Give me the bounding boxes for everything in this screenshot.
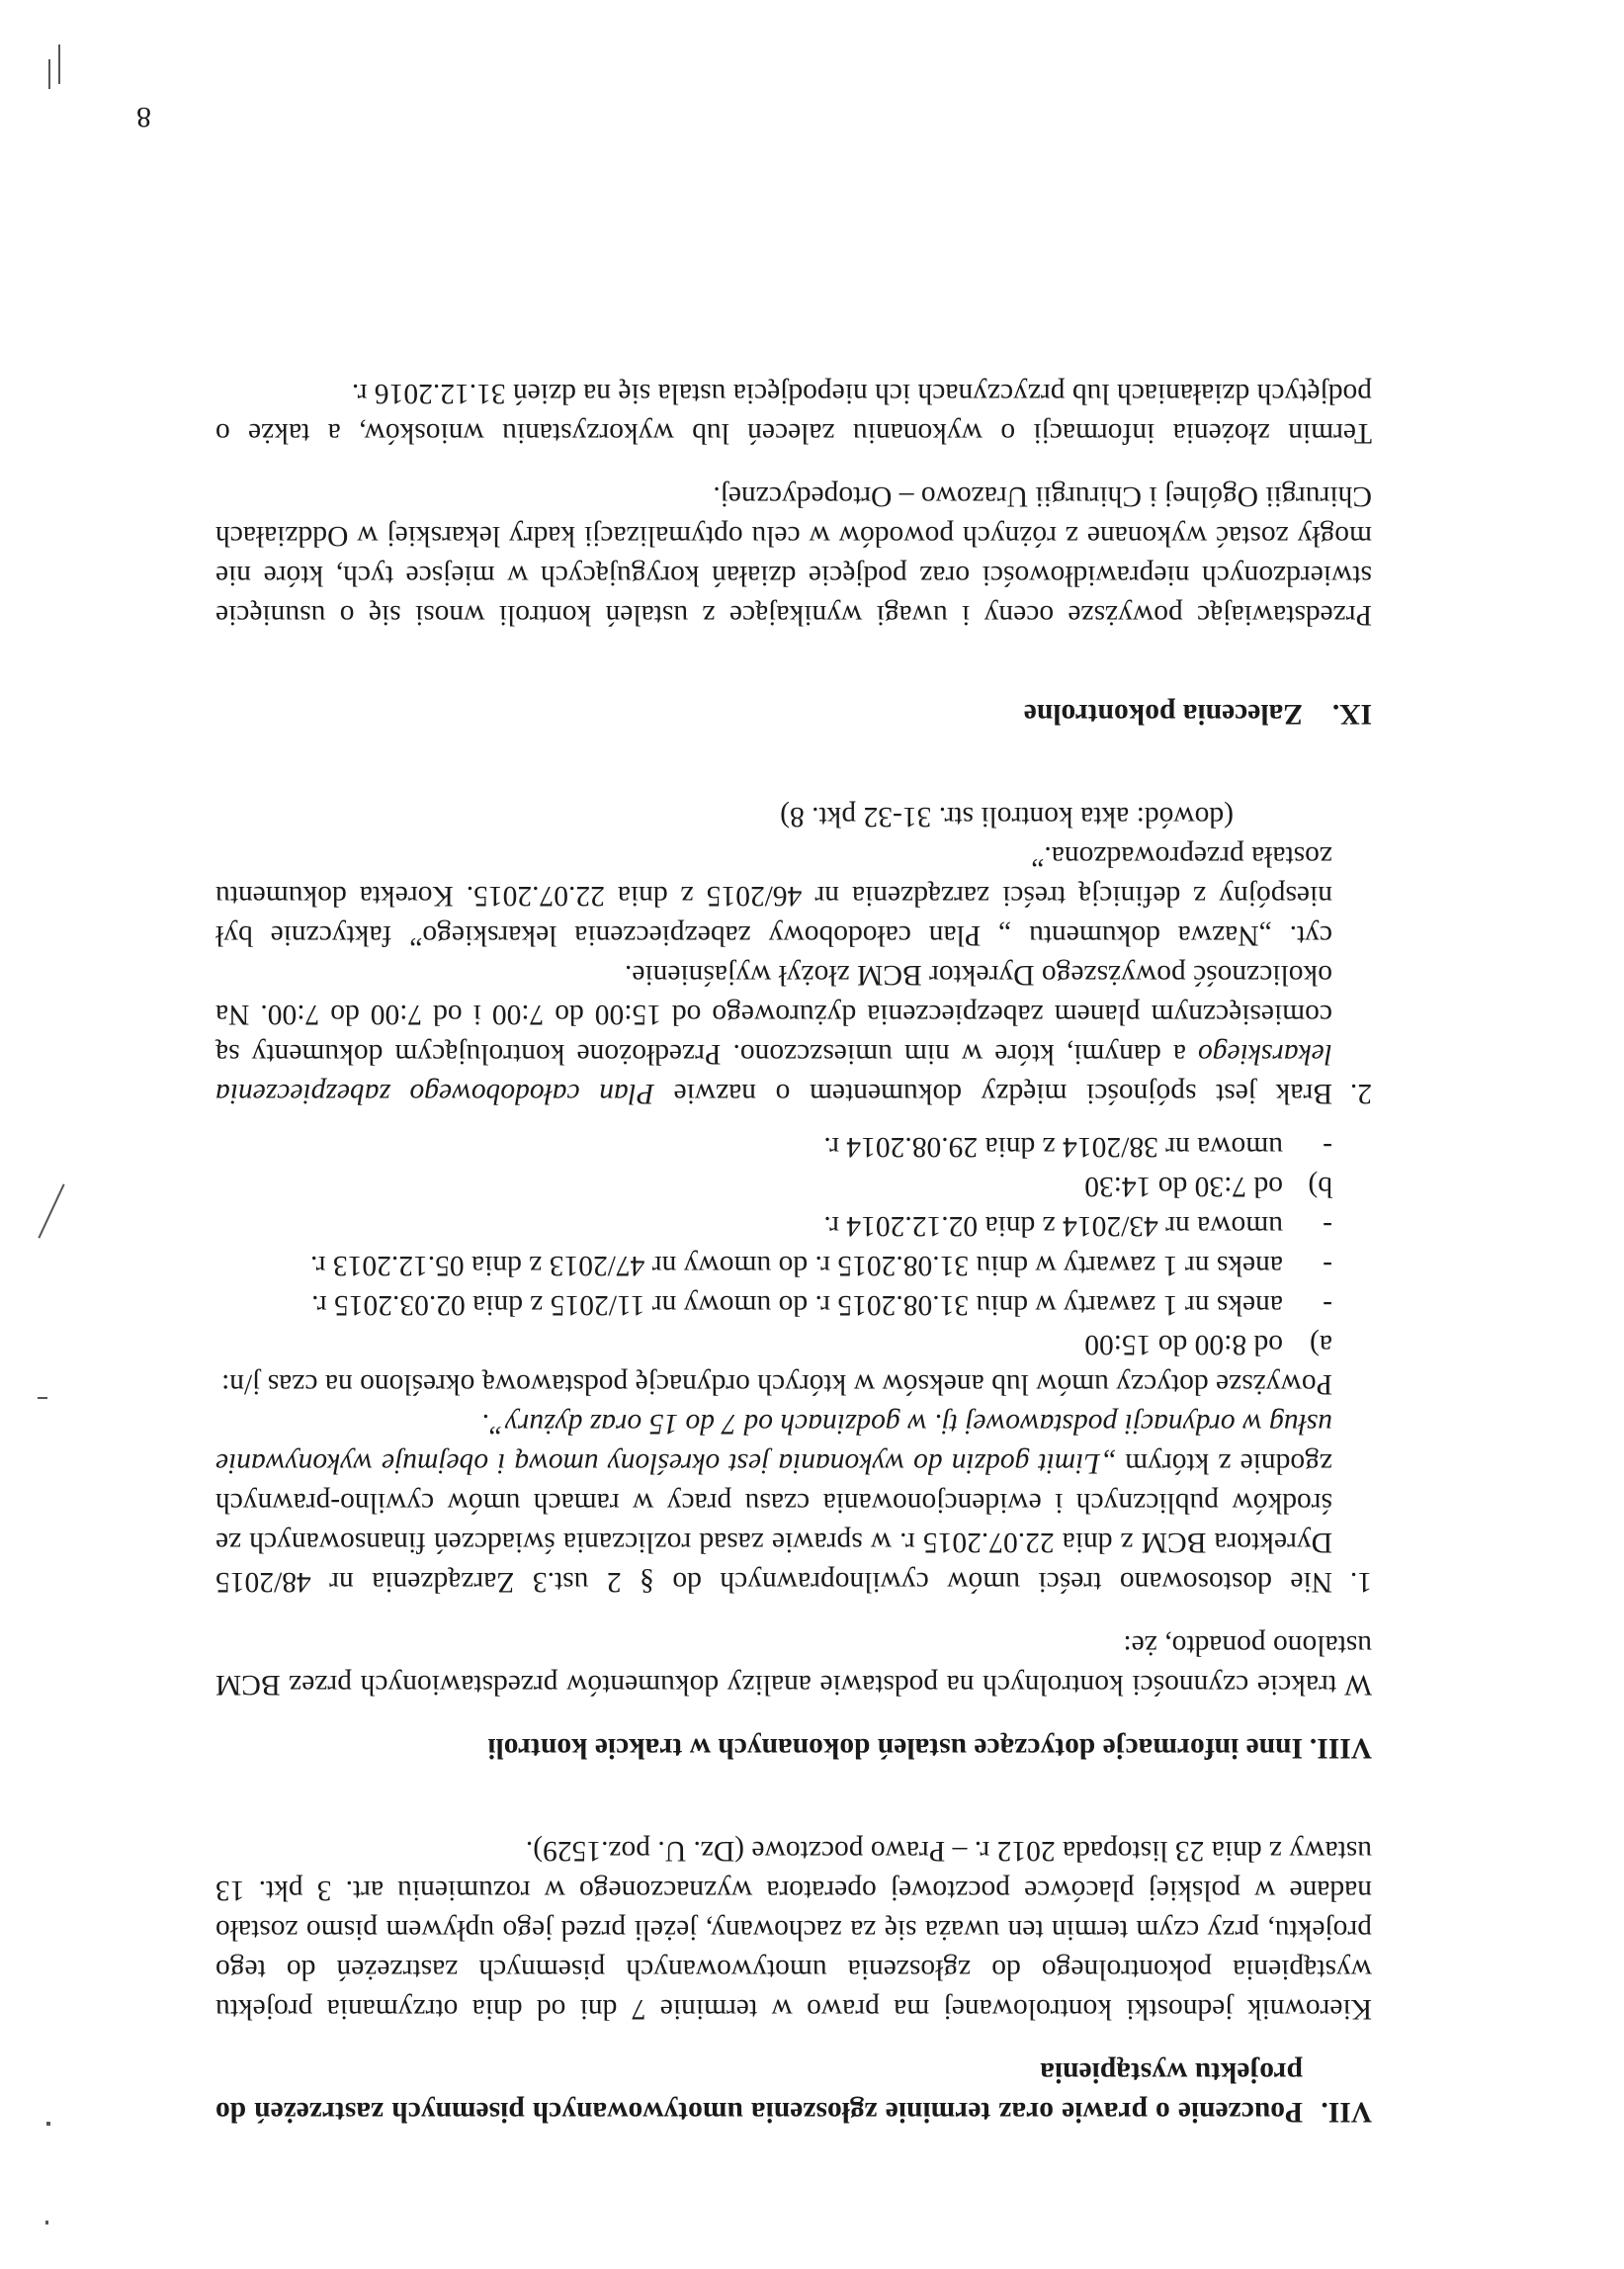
section-ix-title: Zalecenia pokontrolne <box>1023 698 1303 730</box>
section-ix-number: IX. <box>1331 698 1372 730</box>
section-ix-body-2: Termin złożenia informacji o wykonaniu zaleceń lub wykorzystaniu wniosków, a także o podjętych działaniach lub przyczynach ich niepodjęcia ustala się na dzień 31.12.2016 r. <box>215 378 1372 449</box>
scan-mark <box>58 44 60 84</box>
list-item-1-text-b: Powyższe dotyczy umów lub aneksów w których ordynację podstawową określono na czas j/n: <box>221 1368 1332 1400</box>
section-ix-body-1: Przedstawiając powyższe oceny i uwagi wynikające z ustaleń kontroli wnosi się o usunięcie stwierdzonych nieprawidłowości oraz podjęcie działań korygujących w miejsce tych, które nie mogły zostać wykonane z różnych powodów w celu optymalizacji kadry lekarskiej w Oddziałach Chirurgii Ogólnej i Chirurgii Urazowo – Ortopedycznej. <box>215 480 1372 631</box>
list-item-2-doc-name: Plan całodobowego zabezpieczenia lekarskiego <box>214 1038 1332 1109</box>
list-item-2-text-b: a danymi, które w nim umieszczono. Przedłożone kontrolującym dokumenty są comiesięcznym planem zabezpieczenia dyżurowego od 15:00 do 7:00 i od 7:00 do 7:00. Na okoliczność powyższego Dyrektor BCM złożył wyjaśnienie. <box>215 959 1332 1070</box>
list-item-2 <box>215 836 1372 1113</box>
section-viii-number: VIII. <box>1309 1732 1372 1764</box>
dash-item-text: aneks nr 1 zawarty w dniu 31.08.2015 r. do umowy nr 47/2013 z dnia 05.12.2013 r. <box>309 1250 1283 1281</box>
dash-item-text: aneks nr 1 zawarty w dniu 31.08.2015 r. do umowy nr 11/2015 z dnia 02.03.2015 r. <box>311 1289 1283 1321</box>
sub-item-b-label: b) <box>1308 1171 1332 1202</box>
evidence-reference: (dowód: akta kontroli str. 31-32 pkt. 8) <box>780 801 1234 832</box>
section-vii-heading <box>215 2052 1372 2132</box>
sub-item-b <box>215 1167 1372 1206</box>
list-item-1-number: 1. <box>1349 1566 1372 1598</box>
section-vii-title: Pouczenie o prawie oraz terminie zgłoszenia umotywowanych pisemnych zastrzeżeń do projektu wystąpienia <box>215 2056 1303 2128</box>
section-vii-body: Kierownik jednostki kontrolowanej ma prawo w terminie 7 dni od dnia otrzymania projektu wystąpienia pokontrolnego do zgłoszenia umotywowanych pisemnych zastrzeżeń do tego projektu, przy czym termin ten uważa się za zachowany, jeżeli przed jego upływem pismo zostało nadane w polskiej placówce pocztowej operatora wyznaczonego w rozumieniu art. 3 pkt. 13 ustawy z dnia 23 listopada 2012 r. – Prawo pocztowe (Dz. U. poz.1529). <box>215 1835 1372 2025</box>
scan-mark <box>38 1397 47 1399</box>
scan-mark <box>48 59 50 89</box>
scan-mark <box>38 1183 64 1238</box>
section-vii-number: VII. <box>1321 2096 1372 2128</box>
dash-item-text: umowa nr 43/2014 z dnia 02.12.2014 r. <box>823 1210 1283 1242</box>
section-ix-heading <box>215 694 1372 734</box>
sub-item-a <box>215 1325 1372 1364</box>
section-viii-title: Inne informacje dotyczące ustaleń dokonanych w trakcie kontroli <box>487 1732 1303 1764</box>
section-viii-heading <box>215 1728 1372 1768</box>
sub-item-b-text: od 7:30 do 14:30 <box>1084 1171 1283 1202</box>
scan-mark <box>45 2221 48 2225</box>
list-item-1-quote: „Limit godzin do wykonania jest określony umową i obejmuje wykonywanie usług w ordynacji podstawowej tj. w godzinach od 7 do 15 oraz dyżury”. <box>215 1408 1332 1479</box>
dash-item-text: umowa nr 38/2014 z dnia 29.08.2014 r. <box>823 1131 1283 1163</box>
dash-item: - umowa nr 43/2014 z dnia 02.12.2014 r. <box>215 1206 1372 1246</box>
list-item-2-number: 2. <box>1349 1078 1372 1109</box>
dash-item: - umowa nr 38/2014 z dnia 29.08.2014 r. <box>215 1127 1372 1167</box>
section-viii-intro: W trakcie czynności kontrolnych na podstawie analizy dokumentów przedstawionych przez BCM ustalono ponadto, że: <box>215 1629 1372 1701</box>
page-number: 8 <box>136 101 151 133</box>
document-body <box>215 374 1372 2136</box>
sub-item-a-label: a) <box>1310 1329 1332 1360</box>
list-item-2-text-a: Brak jest spójności między dokumentem o nazwie <box>653 1078 1332 1109</box>
sub-item-a-text: od 8:00 do 15:00 <box>1084 1329 1283 1360</box>
dash-item: - aneks nr 1 zawarty w dniu 31.08.2015 r. do umowy nr 11/2015 z dnia 02.03.2015 r. <box>215 1285 1372 1325</box>
list-item-2-quote: cyt. „Nazwa dokumentu „ Plan całodobowy zabezpieczenia lekarskiego” faktycznie był niespójny z definicją treści zarządzenia nr 46/2015 z dnia 22.07.2015. Korekta dokumentu została przeprowadzona.” <box>215 840 1332 951</box>
dash-item: - aneks nr 1 zawarty w dniu 31.08.2015 r. do umowy nr 47/2013 z dnia 05.12.2013 r. <box>215 1246 1372 1285</box>
scan-mark <box>46 2122 50 2126</box>
list-item-1-text-a: Nie dostosowano treści umów cywilnoprawnych do § 2 ust.3 Zarządzenia nr 48/2015 Dyrektora BCM z dnia 22.07.2015 r. w sprawie zasad rozliczania świadczeń finansowanych ze środków publicznych i ewidencjonowania czasu pracy w ramach umów cywilno-prawnych zgodnie z którym <box>215 1447 1332 1598</box>
list-item-1 <box>215 1364 1372 1602</box>
